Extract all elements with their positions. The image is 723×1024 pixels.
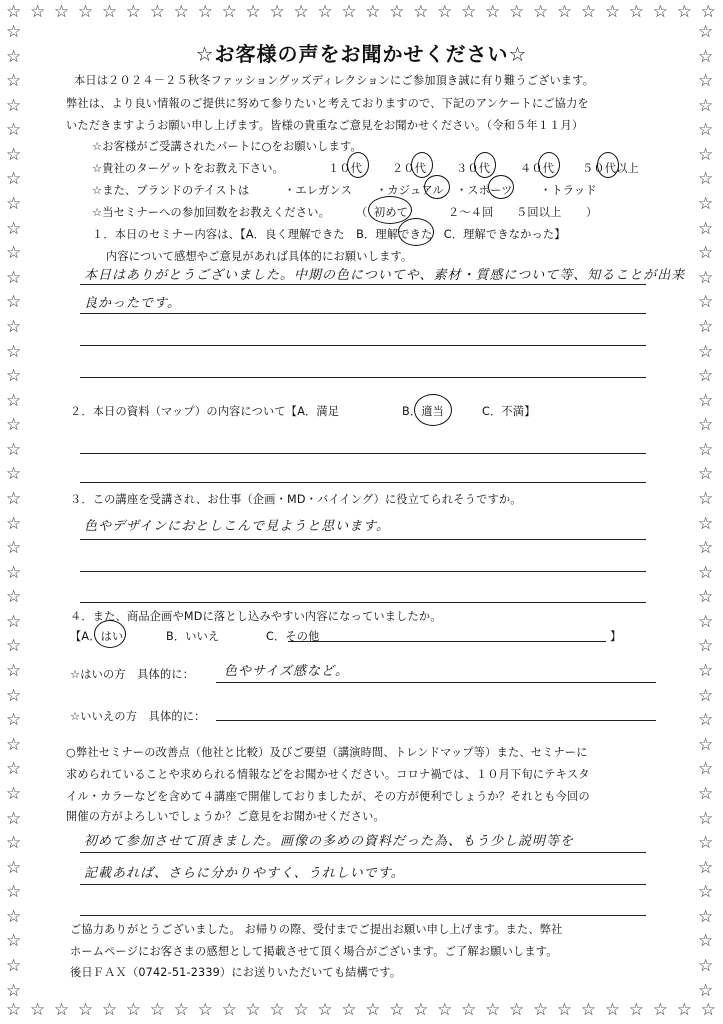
- star-icon: ☆: [6, 636, 22, 657]
- star-icon: ☆: [698, 267, 714, 288]
- star-icon: ☆: [556, 1000, 573, 1020]
- target-option-20s[interactable]: ２０代: [392, 162, 427, 175]
- star-icon: ☆: [509, 2, 525, 22]
- selection-circle: [94, 620, 126, 648]
- star-icon: ☆: [6, 390, 22, 411]
- star-icon: ☆: [580, 1000, 597, 1020]
- taste-question: ☆また、ブランドのテイストは: [92, 184, 250, 197]
- answer-line: [80, 852, 646, 853]
- improve-line-4: 開催の方がよろしいでしょうか？ご意見をお聞かせください。: [66, 810, 385, 823]
- answer-line: [216, 720, 656, 721]
- star-icon: ☆: [509, 1000, 525, 1020]
- count-option-first[interactable]: 初めて: [374, 206, 409, 219]
- star-icon: ☆: [293, 1000, 309, 1020]
- star-icon: ☆: [245, 2, 261, 22]
- star-icon: ☆: [6, 194, 22, 215]
- q3-label: ３．この講座を受講され、お仕事（企画・MD・バイイング）に役立てられそうですか。: [70, 493, 522, 506]
- answer-line: [80, 313, 646, 314]
- q1-label: １．本日のセミナー内容は、【A．良く理解できた B．理解できた C．理解できなかった】: [92, 228, 566, 241]
- star-icon: ☆: [628, 1000, 645, 1020]
- selection-circle: [424, 175, 450, 199]
- star-icon: ☆: [700, 2, 716, 22]
- star-icon: ☆: [269, 2, 285, 22]
- star-icon: ☆: [556, 2, 573, 22]
- star-icon: ☆: [698, 194, 714, 215]
- intro-line-3: いただきますようお願い申し上げます。皆様の貴重なご意見をお聞かせください。（令和５年１１月）: [66, 119, 584, 132]
- taste-option-casual[interactable]: ・カジュアル: [376, 184, 444, 197]
- star-icon: ☆: [698, 710, 714, 731]
- answer-line: [80, 602, 646, 603]
- answer-line: [80, 345, 646, 346]
- star-icon: ☆: [6, 955, 22, 976]
- q1-answer-line-1: 本日はありがとうございました。中期の色についてや、素材・質感について等、知ることが出来: [84, 268, 686, 283]
- star-icon: ☆: [6, 415, 22, 436]
- star-icon: ☆: [698, 906, 714, 927]
- star-icon: ☆: [77, 1000, 94, 1020]
- star-icon: ☆: [6, 1000, 22, 1020]
- improve-line-3: イル・カラーなどを含めて４講座で開催しておりましたが、その方が便利でしょうか？それとも今回の: [66, 790, 590, 803]
- star-icon: ☆: [53, 1000, 70, 1020]
- star-icon: ☆: [6, 980, 22, 1001]
- star-icon: ☆: [532, 1000, 549, 1020]
- star-icon: ☆: [6, 218, 22, 239]
- q2-option-c[interactable]: C．不満】: [482, 405, 536, 418]
- star-icon: ☆: [365, 2, 381, 22]
- star-icon: ☆: [317, 2, 333, 22]
- star-icon: ☆: [698, 759, 714, 780]
- q2-option-b[interactable]: B．適当: [402, 405, 445, 418]
- star-icon: ☆: [698, 292, 714, 313]
- star-icon: ☆: [6, 22, 22, 42]
- star-icon: ☆: [6, 169, 22, 190]
- star-icon: ☆: [6, 341, 22, 362]
- q3-answer: 色やデザインにおとしこんで見ようと思います。: [84, 519, 391, 534]
- star-icon: ☆: [698, 390, 714, 411]
- star-icon: ☆: [6, 734, 22, 755]
- selection-circle: [347, 152, 369, 178]
- answer-line: [80, 453, 646, 454]
- star-icon: ☆: [698, 513, 714, 534]
- star-icon: ☆: [125, 2, 142, 22]
- star-icon: ☆: [698, 931, 714, 952]
- star-icon: ☆: [485, 2, 501, 22]
- q1-answer-line-2: 良かったです。: [84, 296, 181, 311]
- star-icon: ☆: [197, 1000, 213, 1020]
- star-border-bottom: [6, 1002, 716, 1019]
- selection-circle: [488, 175, 514, 199]
- star-icon: ☆: [698, 685, 714, 706]
- q4-yes-label: ☆はいの方 具体的に：: [70, 668, 195, 681]
- star-icon: ☆: [6, 931, 22, 952]
- count-question: ☆当セミナーへの参加回数をお教えください。: [92, 206, 330, 219]
- answer-line: [80, 884, 646, 885]
- selection-circle: [597, 152, 619, 178]
- star-icon: ☆: [6, 2, 22, 22]
- count-open-paren: （: [356, 206, 368, 219]
- q4-yes-answer: 色やサイズ感など。: [224, 664, 349, 679]
- star-icon: ☆: [6, 316, 22, 337]
- star-icon: ☆: [173, 1000, 189, 1020]
- count-option-5-plus[interactable]: ５回以上: [516, 206, 562, 219]
- star-icon: ☆: [698, 833, 714, 854]
- q2-label: ２．本日の資料（マップ）の内容について【A．満足: [70, 405, 340, 418]
- star-icon: ☆: [341, 2, 357, 22]
- star-icon: ☆: [29, 1000, 46, 1020]
- star-border-top: [6, 4, 716, 21]
- taste-option-elegance[interactable]: ・エレガンス: [284, 184, 352, 197]
- star-icon: ☆: [461, 1000, 477, 1020]
- star-icon: ☆: [29, 2, 46, 22]
- star-icon: ☆: [698, 46, 714, 67]
- star-icon: ☆: [532, 2, 549, 22]
- star-icon: ☆: [698, 341, 714, 362]
- star-icon: ☆: [698, 243, 714, 264]
- star-icon: ☆: [676, 2, 692, 22]
- star-icon: ☆: [698, 611, 714, 632]
- star-icon: ☆: [652, 1000, 668, 1020]
- star-icon: ☆: [6, 144, 22, 165]
- star-icon: ☆: [341, 1000, 357, 1020]
- star-icon: ☆: [6, 292, 22, 313]
- selection-circle: [538, 152, 560, 178]
- star-icon: ☆: [698, 808, 714, 829]
- star-icon: ☆: [698, 464, 714, 485]
- star-icon: ☆: [245, 1000, 261, 1020]
- star-icon: ☆: [6, 464, 22, 485]
- star-icon: ☆: [53, 2, 70, 22]
- q4-label: ４．また、商品企画やMDに落とし込みやすい内容になっていましたか。: [70, 610, 442, 623]
- star-icon: ☆: [698, 144, 714, 165]
- star-icon: ☆: [389, 2, 405, 22]
- star-icon: ☆: [698, 366, 714, 387]
- star-icon: ☆: [125, 1000, 142, 1020]
- star-icon: ☆: [6, 661, 22, 682]
- selection-circle: [398, 218, 434, 246]
- star-icon: ☆: [628, 2, 645, 22]
- selection-circle: [414, 394, 452, 426]
- answer-line: [216, 682, 656, 683]
- star-icon: ☆: [6, 759, 22, 780]
- star-border-right: [698, 24, 713, 1000]
- star-icon: ☆: [604, 2, 621, 22]
- star-icon: ☆: [149, 2, 165, 22]
- star-icon: ☆: [698, 734, 714, 755]
- star-icon: ☆: [6, 513, 22, 534]
- taste-option-trad[interactable]: ・トラッド: [540, 184, 597, 197]
- star-icon: ☆: [6, 366, 22, 387]
- star-icon: ☆: [698, 169, 714, 190]
- star-icon: ☆: [101, 2, 118, 22]
- selection-circle: [411, 152, 433, 178]
- q4-option-b[interactable]: B．いいえ: [166, 630, 220, 643]
- star-icon: ☆: [389, 1000, 405, 1020]
- star-icon: ☆: [6, 488, 22, 509]
- improve-line-2: 求められていることや求められる情報などをお聞かせください。コロナ禍では、１０月下旬にテキスタ: [66, 768, 590, 781]
- answer-line: [80, 377, 646, 378]
- star-icon: ☆: [6, 587, 22, 608]
- star-icon: ☆: [580, 2, 597, 22]
- footer-line-3: 後日ＦＡＸ（0742-51-2339）にお送りいただいても結構です。: [70, 966, 402, 979]
- answer-line: [80, 915, 646, 916]
- star-icon: ☆: [698, 218, 714, 239]
- improve-answer-line-2: 記載あれば、さらに分かりやすく、うれしいです。: [84, 866, 405, 881]
- star-icon: ☆: [6, 808, 22, 829]
- answer-line: [80, 482, 646, 483]
- star-icon: ☆: [698, 95, 714, 116]
- star-icon: ☆: [437, 2, 453, 22]
- target-option-10s[interactable]: １０代: [328, 162, 363, 175]
- star-icon: ☆: [485, 1000, 501, 1020]
- star-icon: ☆: [698, 71, 714, 92]
- star-icon: ☆: [652, 2, 668, 22]
- star-icon: ☆: [6, 833, 22, 854]
- star-icon: ☆: [698, 636, 714, 657]
- answer-line: [80, 539, 646, 540]
- star-icon: ☆: [461, 2, 477, 22]
- star-icon: ☆: [101, 1000, 118, 1020]
- star-icon: ☆: [6, 439, 22, 460]
- star-icon: ☆: [698, 316, 714, 337]
- q4-option-a[interactable]: 【A．はい: [70, 630, 124, 643]
- star-icon: ☆: [173, 2, 189, 22]
- star-icon: ☆: [6, 783, 22, 804]
- target-question: ☆貴社のターゲットをお教え下さい。: [92, 162, 284, 175]
- star-icon: ☆: [6, 538, 22, 559]
- star-icon: ☆: [698, 882, 714, 903]
- star-icon: ☆: [221, 1000, 237, 1020]
- answer-line: [80, 284, 646, 285]
- star-icon: ☆: [437, 1000, 453, 1020]
- star-icon: ☆: [197, 2, 213, 22]
- q4-no-label: ☆いいえの方 具体的に：: [70, 710, 206, 723]
- star-icon: ☆: [698, 783, 714, 804]
- target-option-50s-plus[interactable]: ５０代以上: [582, 162, 639, 175]
- star-icon: ☆: [6, 906, 22, 927]
- star-icon: ☆: [698, 120, 714, 141]
- star-icon: ☆: [698, 415, 714, 436]
- count-close-paren: ）: [586, 206, 598, 219]
- intro-line-1: 本日は２０２４－２５秋冬ファッショングッズディレクションにご参加頂き誠に有り難うございます。: [74, 74, 595, 87]
- star-icon: ☆: [77, 2, 94, 22]
- count-option-2-4[interactable]: ２～４回: [448, 206, 494, 219]
- star-icon: ☆: [6, 95, 22, 116]
- star-icon: ☆: [413, 1000, 429, 1020]
- star-icon: ☆: [6, 685, 22, 706]
- star-icon: ☆: [6, 562, 22, 583]
- star-icon: ☆: [700, 1000, 716, 1020]
- star-icon: ☆: [221, 2, 237, 22]
- star-icon: ☆: [6, 857, 22, 878]
- star-icon: ☆: [6, 267, 22, 288]
- star-icon: ☆: [149, 1000, 165, 1020]
- star-icon: ☆: [676, 1000, 692, 1020]
- star-icon: ☆: [604, 1000, 621, 1020]
- improve-line-1: ○弊社セミナーの改善点（他社と比較）及びご要望（講演時間、トレンドマップ等）また、セミナーに: [66, 746, 588, 759]
- q1-sub-label: 内容について感想やご意見があれば具体的にお願いします。: [106, 250, 413, 263]
- star-icon: ☆: [698, 439, 714, 460]
- star-icon: ☆: [6, 120, 22, 141]
- star-icon: ☆: [698, 955, 714, 976]
- star-icon: ☆: [698, 587, 714, 608]
- page-title: ☆お客様の声をお聞かせください☆: [195, 42, 528, 66]
- star-icon: ☆: [6, 882, 22, 903]
- improve-answer-line-1: 初めて参加させて頂きました。画像の多めの資料だった為、もう少し説明等を: [84, 834, 575, 849]
- star-icon: ☆: [317, 1000, 333, 1020]
- star-icon: ☆: [6, 710, 22, 731]
- target-option-40s[interactable]: ４０代: [520, 162, 555, 175]
- footer-line-2: ホームページにお客さまの感想として掲載させて頂く場合がございます。ご了解お願いします。: [70, 945, 558, 958]
- star-icon: ☆: [269, 1000, 285, 1020]
- other-underline: [288, 641, 606, 642]
- target-option-30s[interactable]: ３０代: [456, 162, 491, 175]
- star-icon: ☆: [6, 46, 22, 67]
- taste-option-sports[interactable]: ・スポーツ: [456, 184, 513, 197]
- part-question: ☆お客様がご受講されたパートに○をお願いします。: [92, 140, 362, 153]
- selection-circle: [474, 152, 496, 178]
- q4-option-c[interactable]: C．その他: [266, 630, 320, 643]
- star-icon: ☆: [698, 562, 714, 583]
- star-icon: ☆: [6, 611, 22, 632]
- answer-line: [80, 571, 646, 572]
- star-border-left: [6, 24, 21, 1000]
- star-icon: ☆: [698, 538, 714, 559]
- star-icon: ☆: [698, 857, 714, 878]
- star-icon: ☆: [698, 22, 714, 42]
- star-icon: ☆: [6, 243, 22, 264]
- star-icon: ☆: [365, 1000, 381, 1020]
- q4-close-bracket: 】: [610, 630, 622, 643]
- footer-line-1: ご協力ありがとうございました。 お帰りの際、受付までご提出お願い申し上げます。また、弊社: [70, 923, 563, 936]
- intro-line-2: 弊社は、より良い情報のご提供に努めて参りたいと考えておりますので、下記のアンケートにご協力を: [66, 97, 589, 110]
- star-icon: ☆: [6, 71, 22, 92]
- star-icon: ☆: [293, 2, 309, 22]
- star-icon: ☆: [698, 980, 714, 1001]
- star-icon: ☆: [698, 488, 714, 509]
- star-icon: ☆: [698, 661, 714, 682]
- star-icon: ☆: [413, 2, 429, 22]
